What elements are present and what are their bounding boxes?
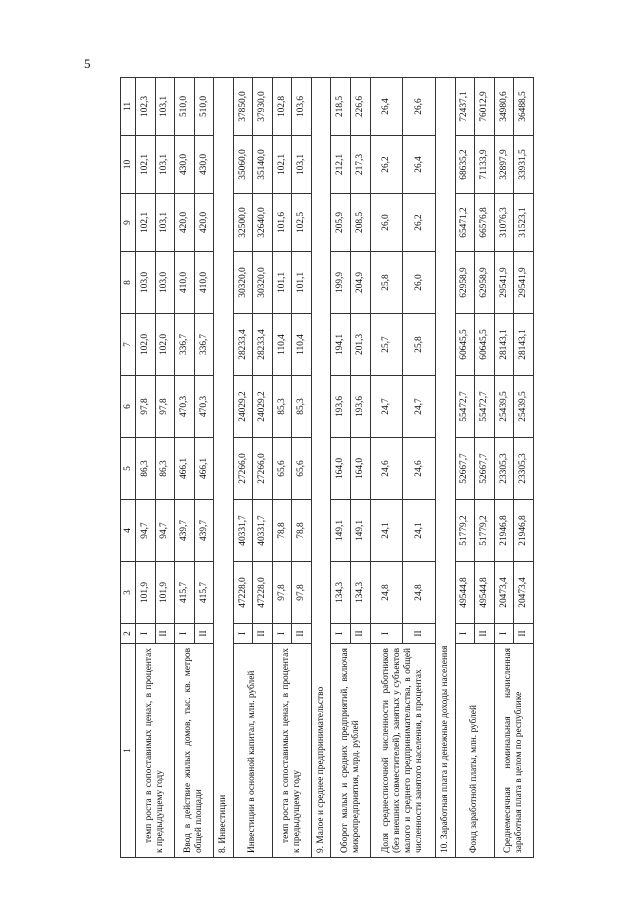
value-cell: 29541,9 xyxy=(514,252,534,314)
section-row xyxy=(214,78,234,858)
table-row xyxy=(272,78,292,858)
value-cell: 208,5 xyxy=(351,194,371,252)
value-cell: 21946,8 xyxy=(494,500,514,562)
value-cell: 86,3 xyxy=(155,438,175,500)
value-cell: 29541,9 xyxy=(494,252,514,314)
value-cell: 410,0 xyxy=(194,252,214,314)
value-cell: 52667,7 xyxy=(475,438,495,500)
value-cell: 65,6 xyxy=(292,438,312,500)
section-title: 8. Инвестиции xyxy=(214,78,234,858)
value-cell: 28143,1 xyxy=(494,314,514,376)
value-cell: 52667,7 xyxy=(455,438,475,500)
value-cell: 510,0 xyxy=(194,78,214,136)
variant-cell: II xyxy=(253,624,273,644)
value-cell: 25439,5 xyxy=(494,376,514,438)
value-cell: 164,0 xyxy=(351,438,371,500)
value-cell: 20473,4 xyxy=(494,562,514,624)
page-number: 5 xyxy=(84,56,91,71)
value-cell: 25,8 xyxy=(403,314,436,376)
value-cell: 415,7 xyxy=(194,562,214,624)
value-cell: 66576,8 xyxy=(475,194,495,252)
value-cell: 40331,7 xyxy=(253,500,273,562)
indicator-label: темп роста в сопоставимых ценах, в процентах к предыдущему году xyxy=(272,644,311,858)
value-cell: 26,6 xyxy=(403,78,436,136)
value-cell: 103,6 xyxy=(292,78,312,136)
value-cell: 24,1 xyxy=(370,500,403,562)
value-cell: 439,7 xyxy=(194,500,214,562)
value-cell: 420,0 xyxy=(175,194,195,252)
value-cell: 25439,5 xyxy=(514,376,534,438)
indicator-label: Инвестиции в основной капитал, млн. рублей xyxy=(233,644,272,858)
value-cell: 25,8 xyxy=(370,252,403,314)
value-cell: 97,8 xyxy=(272,562,292,624)
column-header: 3 xyxy=(121,562,136,624)
value-cell: 430,0 xyxy=(194,136,214,194)
value-cell: 28233,4 xyxy=(253,314,273,376)
variant-cell: I xyxy=(370,624,403,644)
value-cell: 33931,5 xyxy=(514,136,534,194)
value-cell: 76012,9 xyxy=(475,78,495,136)
variant-cell: I xyxy=(331,624,351,644)
variant-cell: I xyxy=(272,624,292,644)
value-cell: 30320,0 xyxy=(253,252,273,314)
value-cell: 32640,0 xyxy=(253,194,273,252)
value-cell: 102,8 xyxy=(272,78,292,136)
variant-cell: II xyxy=(403,624,436,644)
value-cell: 85,3 xyxy=(272,376,292,438)
value-cell: 23305,3 xyxy=(494,438,514,500)
value-cell: 26,0 xyxy=(370,194,403,252)
value-cell: 101,9 xyxy=(136,562,156,624)
value-cell: 24,7 xyxy=(370,376,403,438)
value-cell: 103,0 xyxy=(155,252,175,314)
indicator-label: Оборот малых и средних предприятий, включая микропредприятия, млрд. рублей xyxy=(331,644,370,858)
indicator-label: Фонд заработной платы, млн. рублей xyxy=(455,644,494,858)
section-title: 10. Заработная плата и денежные доходы населения xyxy=(436,78,456,858)
value-cell: 101,1 xyxy=(272,252,292,314)
value-cell: 101,1 xyxy=(292,252,312,314)
value-cell: 36488,5 xyxy=(514,78,534,136)
value-cell: 466,1 xyxy=(175,438,195,500)
table-row xyxy=(494,78,514,858)
variant-cell: II xyxy=(194,624,214,644)
value-cell: 194,1 xyxy=(331,314,351,376)
indicator-label: Ввод в действие жилых домов, тыс. кв. метров общей площади xyxy=(175,644,214,858)
value-cell: 336,7 xyxy=(194,314,214,376)
value-cell: 47228,0 xyxy=(253,562,273,624)
value-cell: 34980,6 xyxy=(494,78,514,136)
value-cell: 32500,0 xyxy=(233,194,253,252)
section-row xyxy=(311,78,331,858)
value-cell: 55472,7 xyxy=(455,376,475,438)
column-header: 11 xyxy=(121,78,136,136)
indicator-label: Доля среднесписочной численности работников (без внешних совместителей), занятых у субъектов малого и среднего предпринимательства, в общей численности занятого населения, в процентах xyxy=(370,644,435,858)
value-cell: 94,7 xyxy=(155,500,175,562)
value-cell: 164,0 xyxy=(331,438,351,500)
value-cell: 226,6 xyxy=(351,78,371,136)
value-cell: 27266,0 xyxy=(233,438,253,500)
indicators-table xyxy=(120,77,534,858)
value-cell: 193,6 xyxy=(351,376,371,438)
value-cell: 410,0 xyxy=(175,252,195,314)
value-cell: 204,9 xyxy=(351,252,371,314)
value-cell: 26,2 xyxy=(403,194,436,252)
value-cell: 28143,1 xyxy=(514,314,534,376)
table-row xyxy=(370,78,403,858)
value-cell: 24029,2 xyxy=(253,376,273,438)
value-cell: 336,7 xyxy=(175,314,195,376)
value-cell: 26,2 xyxy=(370,136,403,194)
value-cell: 97,8 xyxy=(136,376,156,438)
value-cell: 37850,0 xyxy=(233,78,253,136)
value-cell: 110,4 xyxy=(272,314,292,376)
variant-cell: II xyxy=(292,624,312,644)
value-cell: 27266,0 xyxy=(253,438,273,500)
column-header: 8 xyxy=(121,252,136,314)
value-cell: 103,1 xyxy=(155,78,175,136)
value-cell: 102,0 xyxy=(155,314,175,376)
table-row xyxy=(233,78,253,858)
value-cell: 149,1 xyxy=(331,500,351,562)
variant-cell: I xyxy=(455,624,475,644)
variant-cell: II xyxy=(514,624,534,644)
value-cell: 47228,0 xyxy=(233,562,253,624)
table-row xyxy=(455,78,475,858)
value-cell: 415,7 xyxy=(175,562,195,624)
value-cell: 24,8 xyxy=(403,562,436,624)
value-cell: 470,3 xyxy=(194,376,214,438)
value-cell: 101,6 xyxy=(272,194,292,252)
column-header: 7 xyxy=(121,314,136,376)
value-cell: 31076,3 xyxy=(494,194,514,252)
value-cell: 31523,1 xyxy=(514,194,534,252)
section-title: 9. Малое и среднее предпринимательство xyxy=(311,78,331,858)
value-cell: 35060,0 xyxy=(233,136,253,194)
value-cell: 217,3 xyxy=(351,136,371,194)
value-cell: 101,9 xyxy=(155,562,175,624)
value-cell: 85,3 xyxy=(292,376,312,438)
value-cell: 24,6 xyxy=(403,438,436,500)
value-cell: 102,5 xyxy=(292,194,312,252)
column-header: 10 xyxy=(121,136,136,194)
value-cell: 24,6 xyxy=(370,438,403,500)
value-cell: 68635,2 xyxy=(455,136,475,194)
value-cell: 420,0 xyxy=(194,194,214,252)
value-cell: 102,3 xyxy=(136,78,156,136)
value-cell: 97,8 xyxy=(155,376,175,438)
value-cell: 25,7 xyxy=(370,314,403,376)
variant-cell: I xyxy=(136,624,156,644)
value-cell: 134,3 xyxy=(331,562,351,624)
header-row xyxy=(121,78,136,858)
value-cell: 103,1 xyxy=(155,194,175,252)
section-row xyxy=(436,78,456,858)
value-cell: 78,8 xyxy=(292,500,312,562)
rotated-table-container xyxy=(120,78,534,858)
value-cell: 40331,7 xyxy=(233,500,253,562)
column-header: 4 xyxy=(121,500,136,562)
indicator-label: Среднемесячная номинальная начисленная заработная плата в целом по республике xyxy=(494,644,533,858)
value-cell: 49544,8 xyxy=(475,562,495,624)
column-header: 1 xyxy=(121,644,136,858)
value-cell: 26,4 xyxy=(403,136,436,194)
table-body xyxy=(136,78,534,858)
value-cell: 439,7 xyxy=(175,500,195,562)
value-cell: 26,4 xyxy=(370,78,403,136)
table-row xyxy=(331,78,351,858)
value-cell: 102,1 xyxy=(272,136,292,194)
value-cell: 201,3 xyxy=(351,314,371,376)
value-cell: 97,8 xyxy=(292,562,312,624)
column-header: 2 xyxy=(121,624,136,644)
value-cell: 103,1 xyxy=(155,136,175,194)
value-cell: 102,1 xyxy=(136,194,156,252)
variant-cell: I xyxy=(494,624,514,644)
table-row xyxy=(175,78,195,858)
variant-cell: II xyxy=(351,624,371,644)
variant-cell: I xyxy=(233,624,253,644)
value-cell: 23305,3 xyxy=(514,438,534,500)
value-cell: 134,3 xyxy=(351,562,371,624)
value-cell: 466,1 xyxy=(194,438,214,500)
value-cell: 470,3 xyxy=(175,376,195,438)
value-cell: 24,8 xyxy=(370,562,403,624)
value-cell: 94,7 xyxy=(136,500,156,562)
value-cell: 65471,2 xyxy=(455,194,475,252)
value-cell: 193,6 xyxy=(331,376,351,438)
value-cell: 24029,2 xyxy=(233,376,253,438)
column-header: 9 xyxy=(121,194,136,252)
value-cell: 78,8 xyxy=(272,500,292,562)
column-header: 6 xyxy=(121,376,136,438)
table-row xyxy=(136,78,156,858)
value-cell: 65,6 xyxy=(272,438,292,500)
value-cell: 60645,5 xyxy=(475,314,495,376)
value-cell: 110,4 xyxy=(292,314,312,376)
value-cell: 51779,2 xyxy=(475,500,495,562)
value-cell: 21946,8 xyxy=(514,500,534,562)
value-cell: 49544,8 xyxy=(455,562,475,624)
value-cell: 62958,9 xyxy=(475,252,495,314)
value-cell: 32897,9 xyxy=(494,136,514,194)
variant-cell: I xyxy=(175,624,195,644)
value-cell: 218,5 xyxy=(331,78,351,136)
indicator-label: темп роста в сопоставимых ценах, в процентах к предыдущему году xyxy=(136,644,175,858)
value-cell: 30320,0 xyxy=(233,252,253,314)
value-cell: 62958,9 xyxy=(455,252,475,314)
value-cell: 71133,9 xyxy=(475,136,495,194)
value-cell: 212,1 xyxy=(331,136,351,194)
value-cell: 199,9 xyxy=(331,252,351,314)
variant-cell: II xyxy=(155,624,175,644)
value-cell: 28233,4 xyxy=(233,314,253,376)
value-cell: 26,0 xyxy=(403,252,436,314)
value-cell: 102,1 xyxy=(136,136,156,194)
value-cell: 60645,5 xyxy=(455,314,475,376)
value-cell: 51779,2 xyxy=(455,500,475,562)
value-cell: 24,7 xyxy=(403,376,436,438)
value-cell: 24,1 xyxy=(403,500,436,562)
value-cell: 86,3 xyxy=(136,438,156,500)
value-cell: 103,0 xyxy=(136,252,156,314)
variant-cell: II xyxy=(475,624,495,644)
value-cell: 510,0 xyxy=(175,78,195,136)
value-cell: 149,1 xyxy=(351,500,371,562)
value-cell: 430,0 xyxy=(175,136,195,194)
value-cell: 37930,0 xyxy=(253,78,273,136)
value-cell: 55472,7 xyxy=(475,376,495,438)
value-cell: 103,1 xyxy=(292,136,312,194)
value-cell: 205,9 xyxy=(331,194,351,252)
value-cell: 72437,1 xyxy=(455,78,475,136)
value-cell: 35140,0 xyxy=(253,136,273,194)
value-cell: 20473,4 xyxy=(514,562,534,624)
value-cell: 102,0 xyxy=(136,314,156,376)
column-header: 5 xyxy=(121,438,136,500)
